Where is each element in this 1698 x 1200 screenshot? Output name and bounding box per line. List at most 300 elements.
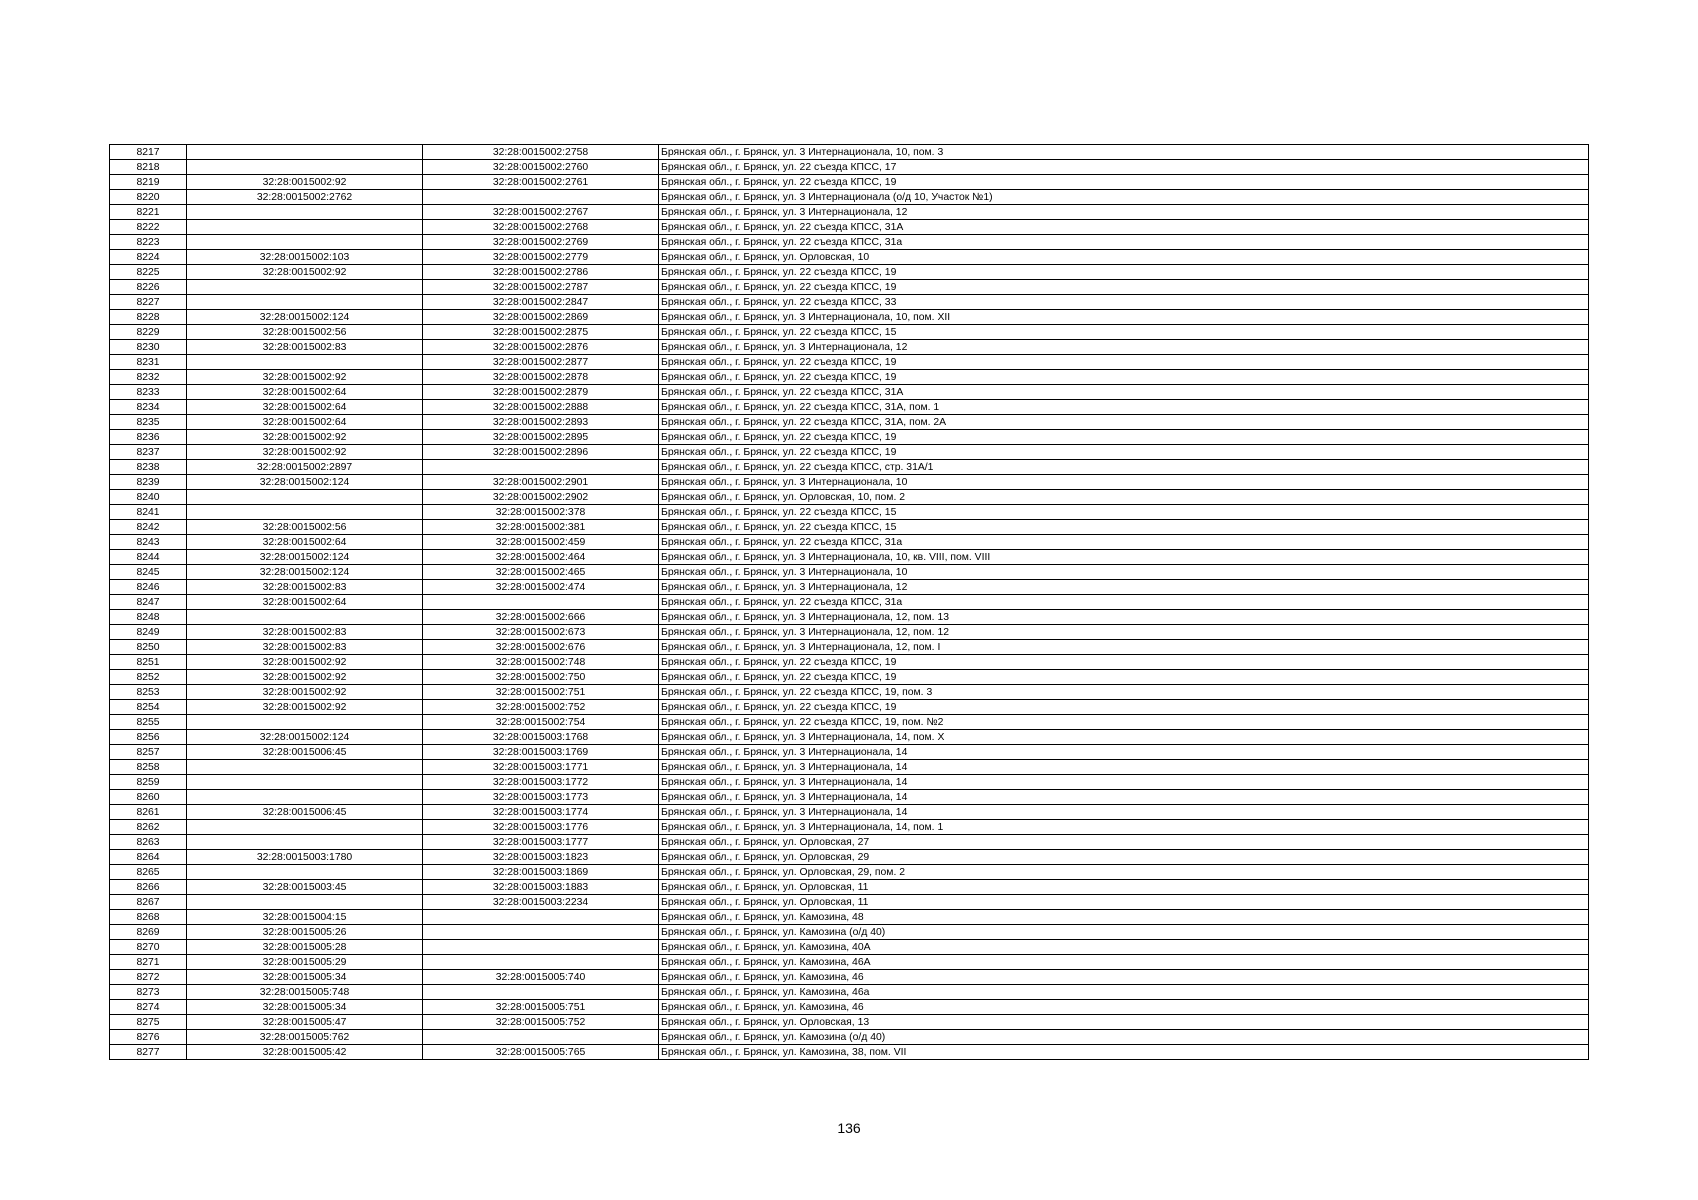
row-number-cell: 8225 <box>110 265 187 280</box>
object-number-cell: 32:28:0015002:2876 <box>423 340 659 355</box>
object-number-cell: 32:28:0015003:1773 <box>423 790 659 805</box>
table-row <box>110 820 1589 835</box>
object-number-cell <box>423 595 659 610</box>
table-row <box>110 460 1589 475</box>
parcel-number-cell: 32:28:0015006:45 <box>187 805 423 820</box>
address-cell: Брянская обл., г. Брянск, ул. 22 съезда КПСС, 31а <box>659 535 1589 550</box>
object-number-cell <box>423 955 659 970</box>
object-number-cell: 32:28:0015002:464 <box>423 550 659 565</box>
row-number-cell: 8222 <box>110 220 187 235</box>
parcel-number-cell: 32:28:0015002:64 <box>187 385 423 400</box>
row-number-cell: 8273 <box>110 985 187 1000</box>
row-number-cell: 8261 <box>110 805 187 820</box>
table-row <box>110 970 1589 985</box>
table-row <box>110 730 1589 745</box>
row-number-cell: 8235 <box>110 415 187 430</box>
parcel-number-cell: 32:28:0015005:26 <box>187 925 423 940</box>
address-cell: Брянская обл., г. Брянск, ул. 22 съезда КПСС, 31а <box>659 595 1589 610</box>
address-cell: Брянская обл., г. Брянск, ул. 22 съезда КПСС, 19 <box>659 265 1589 280</box>
table-row <box>110 1045 1589 1060</box>
table-row <box>110 700 1589 715</box>
table-row <box>110 385 1589 400</box>
row-number-cell: 8260 <box>110 790 187 805</box>
row-number-cell: 8227 <box>110 295 187 310</box>
address-cell: Брянская обл., г. Брянск, ул. 22 съезда КПСС, стр. 31А/1 <box>659 460 1589 475</box>
table-row <box>110 1030 1589 1045</box>
parcel-number-cell: 32:28:0015005:34 <box>187 1000 423 1015</box>
table-row <box>110 190 1589 205</box>
address-cell: Брянская обл., г. Брянск, ул. Орловская, 11 <box>659 895 1589 910</box>
parcel-number-cell: 32:28:0015002:64 <box>187 400 423 415</box>
table-row <box>110 415 1589 430</box>
row-number-cell: 8236 <box>110 430 187 445</box>
parcel-number-cell: 32:28:0015002:124 <box>187 310 423 325</box>
table-row <box>110 280 1589 295</box>
parcel-number-cell: 32:28:0015006:45 <box>187 745 423 760</box>
table-row <box>110 625 1589 640</box>
parcel-number-cell: 32:28:0015005:42 <box>187 1045 423 1060</box>
row-number-cell: 8247 <box>110 595 187 610</box>
parcel-number-cell: 32:28:0015005:34 <box>187 970 423 985</box>
object-number-cell: 32:28:0015002:2847 <box>423 295 659 310</box>
row-number-cell: 8259 <box>110 775 187 790</box>
row-number-cell: 8274 <box>110 1000 187 1015</box>
row-number-cell: 8242 <box>110 520 187 535</box>
row-number-cell: 8249 <box>110 625 187 640</box>
row-number-cell: 8277 <box>110 1045 187 1060</box>
address-cell: Брянская обл., г. Брянск, ул. 22 съезда КПСС, 19 <box>659 430 1589 445</box>
table-row <box>110 325 1589 340</box>
parcel-number-cell: 32:28:0015005:748 <box>187 985 423 1000</box>
object-number-cell: 32:28:0015002:459 <box>423 535 659 550</box>
row-number-cell: 8243 <box>110 535 187 550</box>
row-number-cell: 8264 <box>110 850 187 865</box>
address-cell: Брянская обл., г. Брянск, ул. 22 съезда КПСС, 31а <box>659 235 1589 250</box>
table-row <box>110 580 1589 595</box>
row-number-cell: 8234 <box>110 400 187 415</box>
parcel-number-cell: 32:28:0015002:92 <box>187 685 423 700</box>
address-cell: Брянская обл., г. Брянск, ул. 3 Интернационала, 10, пом. 3 <box>659 145 1589 160</box>
row-number-cell: 8252 <box>110 670 187 685</box>
object-number-cell <box>423 985 659 1000</box>
object-number-cell <box>423 460 659 475</box>
object-number-cell: 32:28:0015003:1869 <box>423 865 659 880</box>
object-number-cell: 32:28:0015002:2895 <box>423 430 659 445</box>
table-row <box>110 850 1589 865</box>
row-number-cell: 8238 <box>110 460 187 475</box>
parcel-number-cell: 32:28:0015002:124 <box>187 475 423 490</box>
address-cell: Брянская обл., г. Брянск, ул. 22 съезда КПСС, 15 <box>659 505 1589 520</box>
parcel-number-cell: 32:28:0015003:1780 <box>187 850 423 865</box>
parcel-number-cell: 32:28:0015005:29 <box>187 955 423 970</box>
object-number-cell: 32:28:0015002:381 <box>423 520 659 535</box>
row-number-cell: 8226 <box>110 280 187 295</box>
parcel-number-cell <box>187 490 423 505</box>
object-number-cell: 32:28:0015003:1768 <box>423 730 659 745</box>
address-cell: Брянская обл., г. Брянск, ул. 22 съезда КПСС, 17 <box>659 160 1589 175</box>
address-cell: Брянская обл., г. Брянск, ул. 3 Интернационала (о/д 10, Участок №1) <box>659 190 1589 205</box>
address-cell: Брянская обл., г. Брянск, ул. 22 съезда КПСС, 19 <box>659 700 1589 715</box>
object-number-cell: 32:28:0015003:2234 <box>423 895 659 910</box>
table-row <box>110 250 1589 265</box>
row-number-cell: 8267 <box>110 895 187 910</box>
address-cell: Брянская обл., г. Брянск, ул. 3 Интернационала, 12, пом. 13 <box>659 610 1589 625</box>
table-row <box>110 610 1589 625</box>
object-number-cell: 32:28:0015002:673 <box>423 625 659 640</box>
parcel-number-cell <box>187 295 423 310</box>
address-cell: Брянская обл., г. Брянск, ул. 3 Интернационала, 10 <box>659 565 1589 580</box>
object-number-cell: 32:28:0015002:676 <box>423 640 659 655</box>
row-number-cell: 8230 <box>110 340 187 355</box>
row-number-cell: 8229 <box>110 325 187 340</box>
parcel-number-cell: 32:28:0015002:83 <box>187 580 423 595</box>
cadastral-table <box>109 144 1589 1060</box>
table-row <box>110 895 1589 910</box>
row-number-cell: 8241 <box>110 505 187 520</box>
table-row <box>110 670 1589 685</box>
address-cell: Брянская обл., г. Брянск, ул. Орловская, 27 <box>659 835 1589 850</box>
table-row <box>110 865 1589 880</box>
table-row <box>110 490 1589 505</box>
object-number-cell: 32:28:0015002:748 <box>423 655 659 670</box>
parcel-number-cell: 32:28:0015002:92 <box>187 445 423 460</box>
parcel-number-cell <box>187 205 423 220</box>
address-cell: Брянская обл., г. Брянск, ул. 3 Интернационала, 14, пом. 1 <box>659 820 1589 835</box>
address-cell: Брянская обл., г. Брянск, ул. 3 Интернационала, 12, пом. I <box>659 640 1589 655</box>
object-number-cell: 32:28:0015005:752 <box>423 1015 659 1030</box>
table-row <box>110 550 1589 565</box>
parcel-number-cell: 32:28:0015002:124 <box>187 730 423 745</box>
address-cell: Брянская обл., г. Брянск, ул. 22 съезда КПСС, 31А <box>659 220 1589 235</box>
row-number-cell: 8228 <box>110 310 187 325</box>
object-number-cell <box>423 190 659 205</box>
address-cell: Брянская обл., г. Брянск, ул. 22 съезда КПСС, 19 <box>659 355 1589 370</box>
table-row <box>110 160 1589 175</box>
parcel-number-cell: 32:28:0015002:124 <box>187 550 423 565</box>
row-number-cell: 8276 <box>110 1030 187 1045</box>
address-cell: Брянская обл., г. Брянск, ул. 22 съезда КПСС, 19 <box>659 655 1589 670</box>
object-number-cell: 32:28:0015002:2768 <box>423 220 659 235</box>
table-row <box>110 910 1589 925</box>
table-row <box>110 880 1589 895</box>
object-number-cell: 32:28:0015002:2869 <box>423 310 659 325</box>
row-number-cell: 8244 <box>110 550 187 565</box>
address-cell: Брянская обл., г. Брянск, ул. Орловская, 13 <box>659 1015 1589 1030</box>
address-cell: Брянская обл., г. Брянск, ул. 22 съезда КПСС, 19 <box>659 370 1589 385</box>
row-number-cell: 8250 <box>110 640 187 655</box>
row-number-cell: 8258 <box>110 760 187 775</box>
row-number-cell: 8255 <box>110 715 187 730</box>
object-number-cell: 32:28:0015002:2902 <box>423 490 659 505</box>
object-number-cell <box>423 1030 659 1045</box>
address-cell: Брянская обл., г. Брянск, ул. 22 съезда КПСС, 33 <box>659 295 1589 310</box>
table-row <box>110 805 1589 820</box>
table-row <box>110 145 1589 160</box>
address-cell: Брянская обл., г. Брянск, ул. 3 Интернационала, 14 <box>659 745 1589 760</box>
address-cell: Брянская обл., г. Брянск, ул. Камозина (о/д 40) <box>659 925 1589 940</box>
table-row <box>110 445 1589 460</box>
parcel-number-cell <box>187 865 423 880</box>
table-row <box>110 565 1589 580</box>
address-cell: Брянская обл., г. Брянск, ул. 22 съезда КПСС, 31А, пом. 1 <box>659 400 1589 415</box>
row-number-cell: 8268 <box>110 910 187 925</box>
object-number-cell: 32:28:0015002:751 <box>423 685 659 700</box>
page-number: 136 <box>837 1120 861 1136</box>
row-number-cell: 8269 <box>110 925 187 940</box>
row-number-cell: 8237 <box>110 445 187 460</box>
parcel-number-cell: 32:28:0015002:92 <box>187 655 423 670</box>
parcel-number-cell <box>187 835 423 850</box>
parcel-number-cell: 32:28:0015002:2762 <box>187 190 423 205</box>
object-number-cell: 32:28:0015002:2786 <box>423 265 659 280</box>
parcel-number-cell: 32:28:0015004:15 <box>187 910 423 925</box>
row-number-cell: 8275 <box>110 1015 187 1030</box>
row-number-cell: 8246 <box>110 580 187 595</box>
parcel-number-cell <box>187 355 423 370</box>
row-number-cell: 8266 <box>110 880 187 895</box>
parcel-number-cell: 32:28:0015002:92 <box>187 430 423 445</box>
row-number-cell: 8251 <box>110 655 187 670</box>
parcel-number-cell: 32:28:0015005:47 <box>187 1015 423 1030</box>
address-cell: Брянская обл., г. Брянск, ул. 3 Интернационала, 12 <box>659 205 1589 220</box>
row-number-cell: 8253 <box>110 685 187 700</box>
object-number-cell: 32:28:0015002:2758 <box>423 145 659 160</box>
row-number-cell: 8263 <box>110 835 187 850</box>
row-number-cell: 8221 <box>110 205 187 220</box>
object-number-cell: 32:28:0015002:2879 <box>423 385 659 400</box>
table-row <box>110 235 1589 250</box>
parcel-number-cell <box>187 610 423 625</box>
object-number-cell: 32:28:0015002:666 <box>423 610 659 625</box>
object-number-cell: 32:28:0015003:1823 <box>423 850 659 865</box>
table-row <box>110 640 1589 655</box>
object-number-cell: 32:28:0015003:1777 <box>423 835 659 850</box>
address-cell: Брянская обл., г. Брянск, ул. Орловская, 29 <box>659 850 1589 865</box>
row-number-cell: 8232 <box>110 370 187 385</box>
address-cell: Брянская обл., г. Брянск, ул. 22 съезда КПСС, 31А <box>659 385 1589 400</box>
parcel-number-cell: 32:28:0015005:28 <box>187 940 423 955</box>
object-number-cell <box>423 910 659 925</box>
parcel-number-cell: 32:28:0015002:56 <box>187 325 423 340</box>
row-number-cell: 8270 <box>110 940 187 955</box>
table-row <box>110 205 1589 220</box>
row-number-cell: 8254 <box>110 700 187 715</box>
object-number-cell: 32:28:0015002:754 <box>423 715 659 730</box>
address-cell: Брянская обл., г. Брянск, ул. Камозина, 46А <box>659 955 1589 970</box>
address-cell: Брянская обл., г. Брянск, ул. 22 съезда КПСС, 15 <box>659 520 1589 535</box>
address-cell: Брянская обл., г. Брянск, ул. Камозина, 46 <box>659 970 1589 985</box>
table-row <box>110 685 1589 700</box>
row-number-cell: 8231 <box>110 355 187 370</box>
address-cell: Брянская обл., г. Брянск, ул. 3 Интернационала, 14 <box>659 760 1589 775</box>
table-row <box>110 400 1589 415</box>
table-row <box>110 310 1589 325</box>
row-number-cell: 8224 <box>110 250 187 265</box>
parcel-number-cell: 32:28:0015002:103 <box>187 250 423 265</box>
object-number-cell: 32:28:0015002:474 <box>423 580 659 595</box>
object-number-cell: 32:28:0015003:1769 <box>423 745 659 760</box>
row-number-cell: 8271 <box>110 955 187 970</box>
parcel-number-cell <box>187 895 423 910</box>
object-number-cell: 32:28:0015002:2893 <box>423 415 659 430</box>
parcel-number-cell <box>187 235 423 250</box>
address-cell: Брянская обл., г. Брянск, ул. 22 съезда КПСС, 31А, пом. 2А <box>659 415 1589 430</box>
table-row <box>110 1015 1589 1030</box>
object-number-cell: 32:28:0015003:1772 <box>423 775 659 790</box>
object-number-cell: 32:28:0015003:1774 <box>423 805 659 820</box>
parcel-number-cell: 32:28:0015002:64 <box>187 535 423 550</box>
table-row <box>110 985 1589 1000</box>
row-number-cell: 8265 <box>110 865 187 880</box>
parcel-number-cell: 32:28:0015005:762 <box>187 1030 423 1045</box>
address-cell: Брянская обл., г. Брянск, ул. 22 съезда КПСС, 19 <box>659 175 1589 190</box>
object-number-cell: 32:28:0015002:750 <box>423 670 659 685</box>
address-cell: Брянская обл., г. Брянск, ул. 3 Интернационала, 12 <box>659 340 1589 355</box>
parcel-number-cell <box>187 145 423 160</box>
parcel-number-cell: 32:28:0015002:64 <box>187 595 423 610</box>
parcel-number-cell <box>187 790 423 805</box>
table-row <box>110 595 1589 610</box>
row-number-cell: 8239 <box>110 475 187 490</box>
parcel-number-cell: 32:28:0015003:45 <box>187 880 423 895</box>
object-number-cell: 32:28:0015002:2787 <box>423 280 659 295</box>
parcel-number-cell <box>187 775 423 790</box>
row-number-cell: 8218 <box>110 160 187 175</box>
object-number-cell: 32:28:0015005:740 <box>423 970 659 985</box>
table-row <box>110 370 1589 385</box>
address-cell: Брянская обл., г. Брянск, ул. 3 Интернационала, 12 <box>659 580 1589 595</box>
parcel-number-cell <box>187 160 423 175</box>
address-cell: Брянская обл., г. Брянск, ул. Камозина, 48 <box>659 910 1589 925</box>
row-number-cell: 8256 <box>110 730 187 745</box>
parcel-number-cell: 32:28:0015002:83 <box>187 340 423 355</box>
address-cell: Брянская обл., г. Брянск, ул. Камозина, 38, пом. VII <box>659 1045 1589 1060</box>
table-row <box>110 745 1589 760</box>
object-number-cell: 32:28:0015002:2875 <box>423 325 659 340</box>
table-row <box>110 760 1589 775</box>
object-number-cell <box>423 925 659 940</box>
table-row <box>110 1000 1589 1015</box>
parcel-number-cell: 32:28:0015002:92 <box>187 700 423 715</box>
address-cell: Брянская обл., г. Брянск, ул. 3 Интернационала, 10, кв. VIII, пом. VIII <box>659 550 1589 565</box>
table-row <box>110 430 1589 445</box>
object-number-cell: 32:28:0015003:1771 <box>423 760 659 775</box>
table-row <box>110 520 1589 535</box>
table-row <box>110 940 1589 955</box>
table-row <box>110 505 1589 520</box>
table-row <box>110 775 1589 790</box>
parcel-number-cell <box>187 280 423 295</box>
row-number-cell: 8272 <box>110 970 187 985</box>
address-cell: Брянская обл., г. Брянск, ул. 3 Интернационала, 14 <box>659 790 1589 805</box>
object-number-cell <box>423 940 659 955</box>
table-body <box>110 145 1589 1060</box>
address-cell: Брянская обл., г. Брянск, ул. 22 съезда КПСС, 19, пом. №2 <box>659 715 1589 730</box>
table-row <box>110 655 1589 670</box>
address-cell: Брянская обл., г. Брянск, ул. 3 Интернационала, 14 <box>659 805 1589 820</box>
parcel-number-cell: 32:28:0015002:124 <box>187 565 423 580</box>
row-number-cell: 8248 <box>110 610 187 625</box>
address-cell: Брянская обл., г. Брянск, ул. Камозина, 46а <box>659 985 1589 1000</box>
object-number-cell: 32:28:0015002:2888 <box>423 400 659 415</box>
parcel-number-cell: 32:28:0015002:92 <box>187 175 423 190</box>
address-cell: Брянская обл., г. Брянск, ул. Камозина, 46 <box>659 1000 1589 1015</box>
table-row <box>110 340 1589 355</box>
row-number-cell: 8262 <box>110 820 187 835</box>
table-row <box>110 265 1589 280</box>
address-cell: Брянская обл., г. Брянск, ул. 22 съезда КПСС, 19, пом. 3 <box>659 685 1589 700</box>
row-number-cell: 8220 <box>110 190 187 205</box>
address-cell: Брянская обл., г. Брянск, ул. 3 Интернационала, 14 <box>659 775 1589 790</box>
parcel-number-cell <box>187 715 423 730</box>
object-number-cell: 32:28:0015002:2769 <box>423 235 659 250</box>
parcel-number-cell: 32:28:0015002:64 <box>187 415 423 430</box>
table-row <box>110 220 1589 235</box>
table-row <box>110 295 1589 310</box>
address-cell: Брянская обл., г. Брянск, ул. 3 Интернационала, 14, пом. Х <box>659 730 1589 745</box>
row-number-cell: 8223 <box>110 235 187 250</box>
parcel-number-cell: 32:28:0015002:83 <box>187 625 423 640</box>
table-row <box>110 790 1589 805</box>
object-number-cell: 32:28:0015002:2877 <box>423 355 659 370</box>
object-number-cell: 32:28:0015002:2901 <box>423 475 659 490</box>
table-row <box>110 175 1589 190</box>
row-number-cell: 8240 <box>110 490 187 505</box>
object-number-cell: 32:28:0015005:751 <box>423 1000 659 1015</box>
address-cell: Брянская обл., г. Брянск, ул. 3 Интернационала, 10 <box>659 475 1589 490</box>
address-cell: Брянская обл., г. Брянск, ул. Орловская, 29, пом. 2 <box>659 865 1589 880</box>
row-number-cell: 8217 <box>110 145 187 160</box>
parcel-number-cell: 32:28:0015002:92 <box>187 370 423 385</box>
address-cell: Брянская обл., г. Брянск, ул. Орловская, 11 <box>659 880 1589 895</box>
object-number-cell: 32:28:0015002:752 <box>423 700 659 715</box>
object-number-cell: 32:28:0015002:2761 <box>423 175 659 190</box>
table-row <box>110 925 1589 940</box>
object-number-cell: 32:28:0015002:378 <box>423 505 659 520</box>
parcel-number-cell <box>187 760 423 775</box>
address-cell: Брянская обл., г. Брянск, ул. Орловская, 10, пом. 2 <box>659 490 1589 505</box>
row-number-cell: 8233 <box>110 385 187 400</box>
parcel-number-cell: 32:28:0015002:92 <box>187 265 423 280</box>
table-row <box>110 355 1589 370</box>
object-number-cell: 32:28:0015005:765 <box>423 1045 659 1060</box>
address-cell: Брянская обл., г. Брянск, ул. 22 съезда КПСС, 19 <box>659 445 1589 460</box>
parcel-number-cell: 32:28:0015002:83 <box>187 640 423 655</box>
address-cell: Брянская обл., г. Брянск, ул. 3 Интернационала, 12, пом. 12 <box>659 625 1589 640</box>
object-number-cell: 32:28:0015003:1883 <box>423 880 659 895</box>
object-number-cell: 32:28:0015002:2878 <box>423 370 659 385</box>
address-cell: Брянская обл., г. Брянск, ул. Орловская, 10 <box>659 250 1589 265</box>
address-cell: Брянская обл., г. Брянск, ул. 22 съезда КПСС, 19 <box>659 670 1589 685</box>
row-number-cell: 8257 <box>110 745 187 760</box>
parcel-number-cell: 32:28:0015002:2897 <box>187 460 423 475</box>
parcel-number-cell <box>187 820 423 835</box>
parcel-number-cell: 32:28:0015002:56 <box>187 520 423 535</box>
object-number-cell: 32:28:0015002:2760 <box>423 160 659 175</box>
row-number-cell: 8219 <box>110 175 187 190</box>
address-cell: Брянская обл., г. Брянск, ул. Камозина (о/д 40) <box>659 1030 1589 1045</box>
table-row <box>110 715 1589 730</box>
address-cell: Брянская обл., г. Брянск, ул. 22 съезда КПСС, 15 <box>659 325 1589 340</box>
parcel-number-cell <box>187 505 423 520</box>
address-cell: Брянская обл., г. Брянск, ул. 3 Интернационала, 10, пом. XII <box>659 310 1589 325</box>
object-number-cell: 32:28:0015002:2767 <box>423 205 659 220</box>
parcel-number-cell: 32:28:0015002:92 <box>187 670 423 685</box>
object-number-cell: 32:28:0015002:465 <box>423 565 659 580</box>
table-row <box>110 955 1589 970</box>
table-row <box>110 535 1589 550</box>
object-number-cell: 32:28:0015003:1776 <box>423 820 659 835</box>
